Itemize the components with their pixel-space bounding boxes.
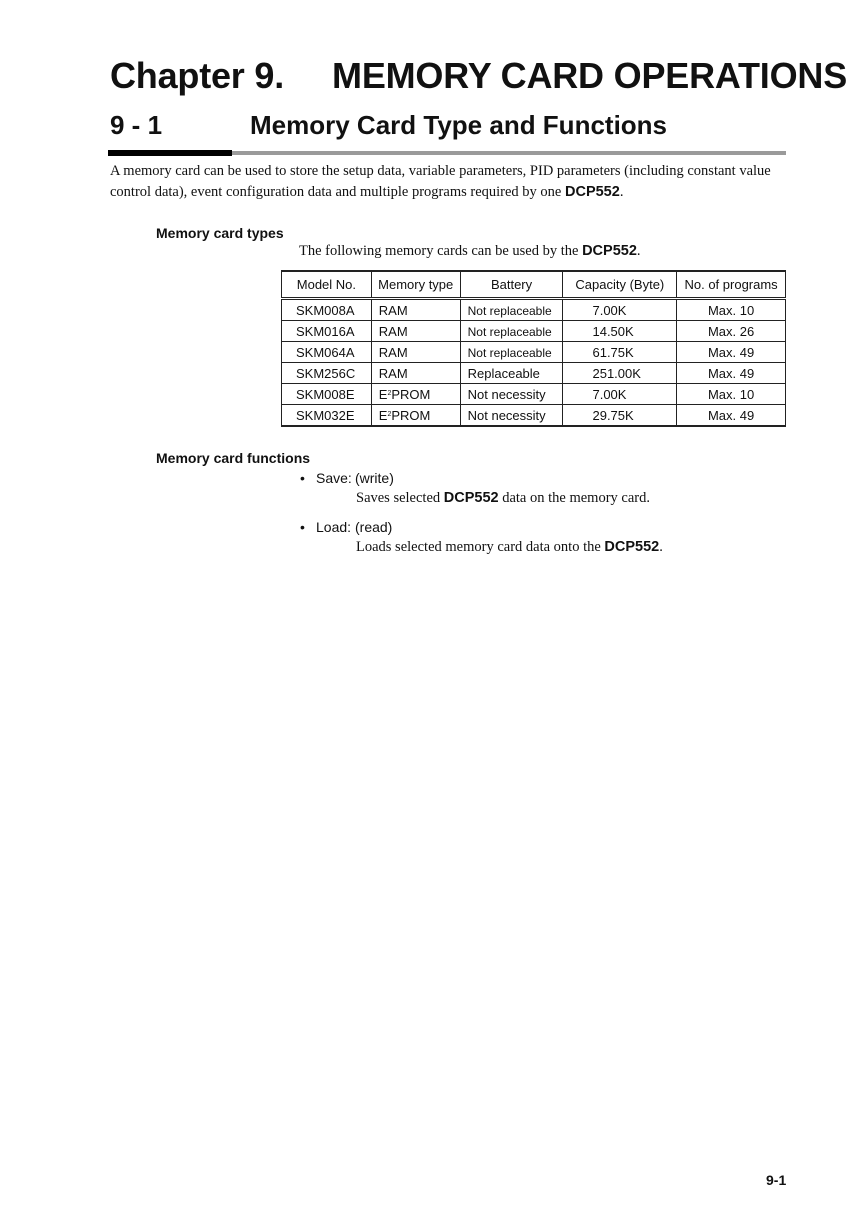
chapter-number: Chapter 9. [110, 55, 285, 96]
cell-battery [460, 299, 563, 321]
product-name: DCP552 [565, 184, 620, 200]
save-function-item [300, 470, 394, 486]
header-model-no: Model No. [282, 271, 372, 299]
load-function-item [300, 519, 392, 535]
table-row [282, 321, 786, 342]
desc-text: Saves selected [356, 490, 444, 506]
table-row [282, 299, 786, 321]
cell-capacity: 14.50K [563, 321, 677, 342]
cell-programs: Max. 49 [677, 405, 786, 427]
cell-capacity: 7.00K [563, 299, 677, 321]
memory-card-types-lead [299, 243, 641, 260]
cell-programs: Max. 49 [677, 342, 786, 363]
header-capacity: Capacity (Byte) [563, 271, 677, 299]
memory-card-table [281, 270, 786, 427]
cell-battery [460, 321, 563, 342]
function-mode: (write) [355, 470, 394, 486]
function-mode: (read) [355, 519, 393, 535]
page-number: 9-1 [766, 1172, 787, 1188]
battery-text: Not replaceable [467, 345, 552, 360]
desc-text-end: . [659, 539, 663, 555]
bullet: • [300, 519, 305, 535]
table-row [282, 405, 786, 427]
cell-model: SKM008E [282, 384, 372, 405]
lead-text: The following memory cards can be used by the [299, 243, 583, 259]
memory-type-rest: PROM [391, 386, 431, 402]
header-battery: Battery [460, 271, 563, 299]
cell-model: SKM008A [282, 299, 372, 321]
intro-paragraph [110, 161, 790, 203]
table-row [282, 384, 786, 405]
cell-programs: Max. 26 [677, 321, 786, 342]
chapter-title-text: MEMORY CARD OPERATIONS [332, 55, 848, 96]
table-header-row [282, 271, 786, 299]
section-number: 9 - 1 [110, 110, 163, 140]
memory-card-functions-heading: Memory card functions [156, 450, 311, 466]
cell-memory-type: RAM [371, 342, 460, 363]
product-name: DCP552 [604, 539, 660, 555]
header-programs: No. of programs [677, 271, 786, 299]
save-function-description [356, 490, 650, 507]
memory-type-base: E [378, 407, 388, 423]
intro-period: . [619, 184, 624, 200]
section-heading [110, 109, 667, 141]
cell-capacity: 7.00K [563, 384, 677, 405]
cell-model: SKM032E [282, 405, 372, 427]
cell-capacity: 29.75K [563, 405, 677, 427]
lead-period: . [636, 243, 641, 259]
function-label: Load: [316, 519, 352, 535]
cell-battery [460, 342, 563, 363]
cell-battery: Replaceable [460, 363, 563, 384]
function-label: Save: [316, 470, 352, 486]
battery-text: Not replaceable [467, 324, 552, 339]
table-row [282, 342, 786, 363]
bullet: • [300, 470, 305, 486]
cell-memory-type: RAM [371, 363, 460, 384]
cell-programs: Max. 10 [677, 299, 786, 321]
heading-rule-thin [232, 151, 786, 155]
cell-programs: Max. 10 [677, 384, 786, 405]
cell-battery: Not necessity [460, 405, 563, 427]
cell-memory-type [371, 384, 460, 405]
header-memory-type: Memory type [371, 271, 460, 299]
table-row [282, 363, 786, 384]
memory-type-superscript: 2 [387, 389, 392, 397]
cell-model: SKM016A [282, 321, 372, 342]
chapter-title [110, 54, 847, 98]
memory-type-superscript: 2 [387, 410, 392, 418]
heading-rule-thick [108, 150, 232, 156]
cell-capacity: 61.75K [563, 342, 677, 363]
cell-capacity: 251.00K [563, 363, 677, 384]
cell-memory-type [371, 405, 460, 427]
product-name: DCP552 [443, 490, 499, 506]
desc-text: Loads selected memory card data onto the [356, 539, 605, 555]
load-function-description [356, 539, 663, 556]
memory-card-types-heading: Memory card types [156, 225, 284, 241]
cell-model: SKM256C [282, 363, 372, 384]
memory-type-rest: PROM [391, 407, 431, 423]
battery-text: Not replaceable [467, 303, 552, 318]
section-title: Memory Card Type and Functions [250, 110, 668, 140]
cell-memory-type: RAM [371, 299, 460, 321]
product-name: DCP552 [582, 243, 637, 259]
cell-programs: Max. 49 [677, 363, 786, 384]
intro-text: A memory card can be used to store the setup data, variable parameters, PID parameters (including constant value control data), event configuration data and multiple programs required by one [110, 163, 771, 200]
cell-memory-type: RAM [371, 321, 460, 342]
desc-text-end: data on the memory card. [498, 490, 650, 506]
memory-type-base: E [378, 386, 388, 402]
cell-battery: Not necessity [460, 384, 563, 405]
cell-model: SKM064A [282, 342, 372, 363]
